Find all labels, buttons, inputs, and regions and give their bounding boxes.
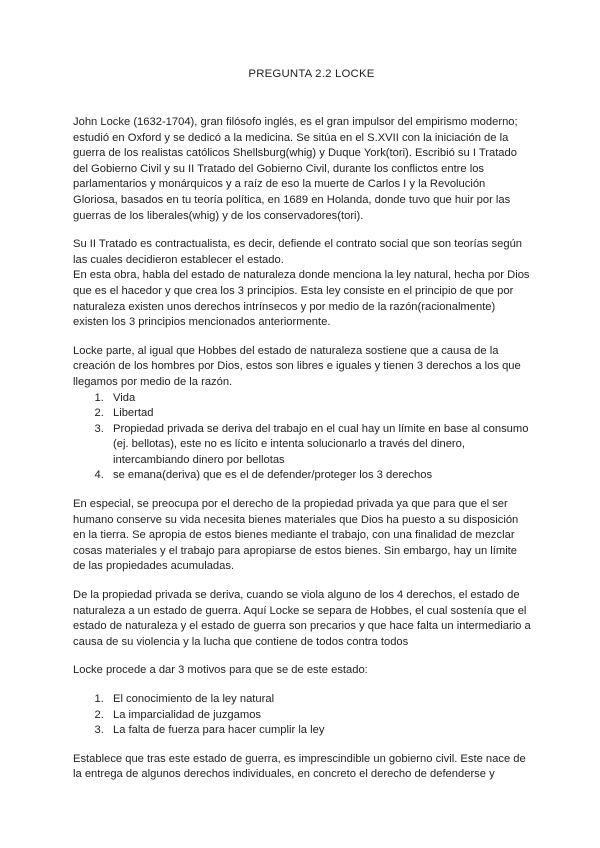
text-line: causa de su violencia y la lucha que contiene de todos contra todos	[73, 635, 409, 648]
list-item	[107, 422, 540, 469]
text-line: existen los 3 principios mencionados anteriormente.	[73, 316, 331, 329]
list-item	[107, 406, 540, 422]
list-item	[107, 391, 540, 407]
paragraph-state-of-nature	[73, 344, 540, 391]
text-line: 1. El conocimiento de la ley natural	[113, 693, 275, 705]
page-title: PREGUNTA 2.2 LOCKE	[248, 68, 375, 80]
text-line: (ej. bellotas), este no es lícito e intenta solucionarlo a través del dinero,	[113, 438, 465, 451]
text-line: 4. se emana(deriva) que es el de defender/proteger los 3 derechos	[113, 469, 433, 482]
paragraph-private-property	[73, 497, 540, 575]
text-line: de las propiedades acumuladas.	[73, 560, 235, 573]
text-line: naturaleza existen unos derechos intrínsecos y por medio de la razón(racionalmente)	[73, 300, 496, 313]
text-line: en la tierra. Se apropia de estos bienes mediante el trabajo, con una finalidad de mezclar	[73, 529, 515, 542]
list-item	[107, 723, 540, 739]
text-line: que es el hacedor y que crea los 3 principios. Esta ley consiste en el principio de que por	[73, 284, 514, 297]
text-line: intercambiando dinero por bellotas	[113, 453, 285, 466]
text-line: guerras de los liberales(whig) y de los conservadores(tori).	[73, 209, 364, 222]
rights-list	[73, 391, 540, 485]
list-item	[107, 468, 540, 484]
paragraph-motives	[73, 663, 540, 679]
paragraph-civil-government	[73, 752, 540, 783]
text-line: 3. Propiedad privada se deriva del trabajo en el cual hay un límite en base al consumo	[113, 422, 529, 435]
paragraph-treatise	[73, 237, 540, 331]
text-line: las cuales decidieron establecer el estado.	[73, 253, 284, 266]
text-line: Gloriosa, basados en tu teoría política, en 1689 en Holanda, donde tuvo que huir por las	[73, 193, 511, 206]
text-line: 1. Vida	[113, 391, 136, 404]
text-line: De la propiedad privada se deriva, cuando se viola alguno de los 4 derechos, el estado de	[73, 589, 520, 602]
text-line: cosas materiales y el trabajo para apropiarse de estos bienes. Sin embargo, hay un límite	[73, 544, 518, 557]
list-item	[107, 692, 540, 708]
paragraph-intro	[73, 115, 540, 224]
text-line: 2. Libertad	[113, 407, 154, 420]
text-line: Su II Tratado es contractualista, es decir, defiende el contrato social que son teorías según	[73, 238, 523, 251]
text-line: parlamentarios y monárquicos y a raíz de eso la muerte de Carlos I y la Revolución	[73, 178, 486, 191]
text-line: estudió en Oxford y se dedicó a la medicina. Se sitúa en el S.XVII con la iniciación de la	[73, 131, 509, 144]
text-line: En esta obra, habla del estado de naturaleza donde menciona la ley natural, hecha por Dios	[73, 269, 530, 282]
text-line: En especial, se preocupa por el derecho de la propiedad privada ya que para que el ser	[73, 498, 508, 511]
text-line: del Gobierno Civil y su II Tratado del Gobierno Civil, durante los conflictos entre los	[73, 162, 485, 175]
text-line: Establece que tras este estado de guerra, es imprescindible un gobierno civil. Este nace de	[73, 752, 526, 765]
text-line: John Locke (1632-1704), gran filósofo inglés, es el gran impulsor del empirismo moderno;	[73, 116, 518, 128]
list-item	[107, 708, 540, 724]
text-line: guerra de los realistas católicos Shellsburg(whig) y Duque York(tori). Escribió su I Tratado	[73, 147, 517, 160]
text-line: naturaleza a un estado de guerra. Aquí Locke se separa de Hobbes, el cual sostenía que el	[73, 604, 527, 617]
text-line: la entrega de algunos derechos individuales, en concreto el derecho de defenderse y	[73, 768, 495, 781]
text-line: 2. La imparcialidad de juzgamos	[113, 708, 262, 721]
text-line: Locke parte, al igual que Hobbes del estado de naturaleza sostiene que a causa de la	[73, 344, 499, 357]
text-line: estado de naturaleza y el estado de guerra son precarios y que hace falta un intermediario a	[73, 620, 531, 633]
motives-list	[73, 692, 540, 739]
text-line: creación de los hombres por Dios, estos son libres e iguales y tienen 3 derechos a los que	[73, 360, 521, 373]
text-line: llegamos por medio de la razón.	[73, 375, 233, 388]
paragraph-state-of-war	[73, 588, 540, 650]
text-line: humano conserve su vida necesita bienes materiales que Dios ha puesto a su disposición	[73, 513, 519, 526]
text-line: 3. La falta de fuerza para hacer cumplir la ley	[113, 724, 325, 737]
text-line: Locke procede a dar 3 motivos para que se de este estado:	[73, 664, 368, 677]
